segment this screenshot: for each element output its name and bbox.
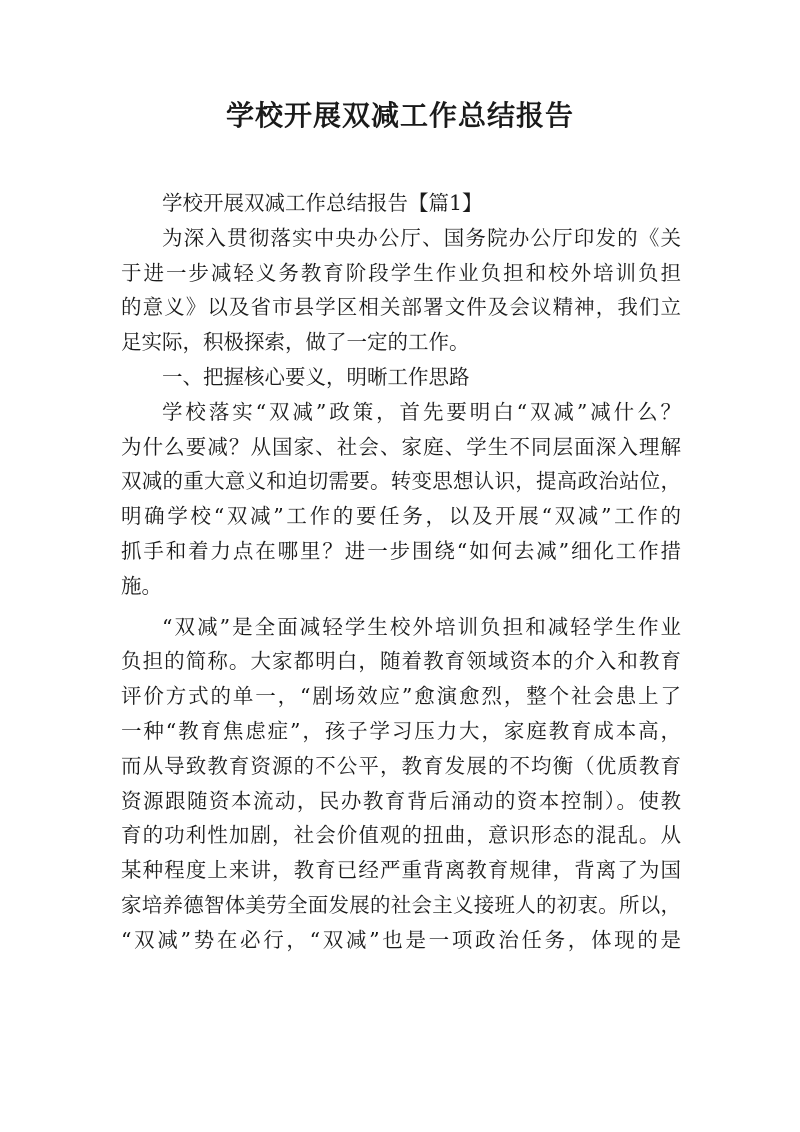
paragraph-line: 的意义》以及省市县学区相关部署文件及会议精神，我们立 [121,295,681,320]
paragraph-line: 施。 [121,573,162,598]
paragraph-line: 抓手和着力点在哪里？进一步围绕“如何去减”细化工作措 [121,538,681,563]
paragraph-line: 育的功利性加剧，社会价值观的扭曲，意识形态的混乱。从 [121,823,681,848]
section-heading: 学校开展双减工作总结报告【篇1】 [162,191,483,215]
document-body [121,186,681,958]
paragraph-line: 评价方式的单一，“剧场效应”愈演愈烈，整个社会患上了 [121,684,681,709]
paragraph-line: 为深入贯彻落实中央办公厅、国务院办公厅印发的《关 [162,225,681,250]
paragraph-line: “双减”是全面减轻学生校外培训负担和减轻学生作业 [162,614,681,639]
paragraph-line: 一种“教育焦虑症”，孩子学习压力大，家庭教育成本高， [121,718,681,743]
subsection-heading: 一、把握核心要义，明晰工作思路 [162,364,470,389]
paragraph-line: 于进一步减轻义务教育阶段学生作业负担和校外培训负担 [121,260,681,285]
paragraph-line: 而从导致教育资源的不公平，教育发展的不均衡（优质教育 [121,753,681,778]
paragraph-line: 负担的简称。大家都明白，随着教育领域资本的介入和教育 [121,649,681,674]
paragraph-line: 明确学校“双减”工作的要任务，以及开展“双减”工作的 [121,504,681,529]
paragraph-line: 足实际，积极探索，做了一定的工作。 [121,330,470,355]
document-title: 学校开展双减工作总结报告 [225,99,574,132]
paragraph-line: 某种程度上来讲，教育已经严重背离教育规律，背离了为国 [121,858,681,883]
paragraph-line: 家培养德智体美劳全面发展的社会主义接班人的初衷。所以， [121,892,681,917]
paragraph-line: 双减的重大意义和迫切需要。转变思想认识，提高政治站位， [121,469,681,494]
paragraph-line: 资源跟随资本流动，民办教育背后涌动的资本控制）。使教 [121,788,681,813]
paragraph-line: “双减”势在必行，“双减”也是一项政治任务，体现的是 [121,927,681,952]
paragraph-line: 为什么要减？从国家、社会、家庭、学生不同层面深入理解 [121,434,681,459]
paragraph-line: 学校落实“双减”政策，首先要明白“双减”减什么？ [162,399,681,424]
